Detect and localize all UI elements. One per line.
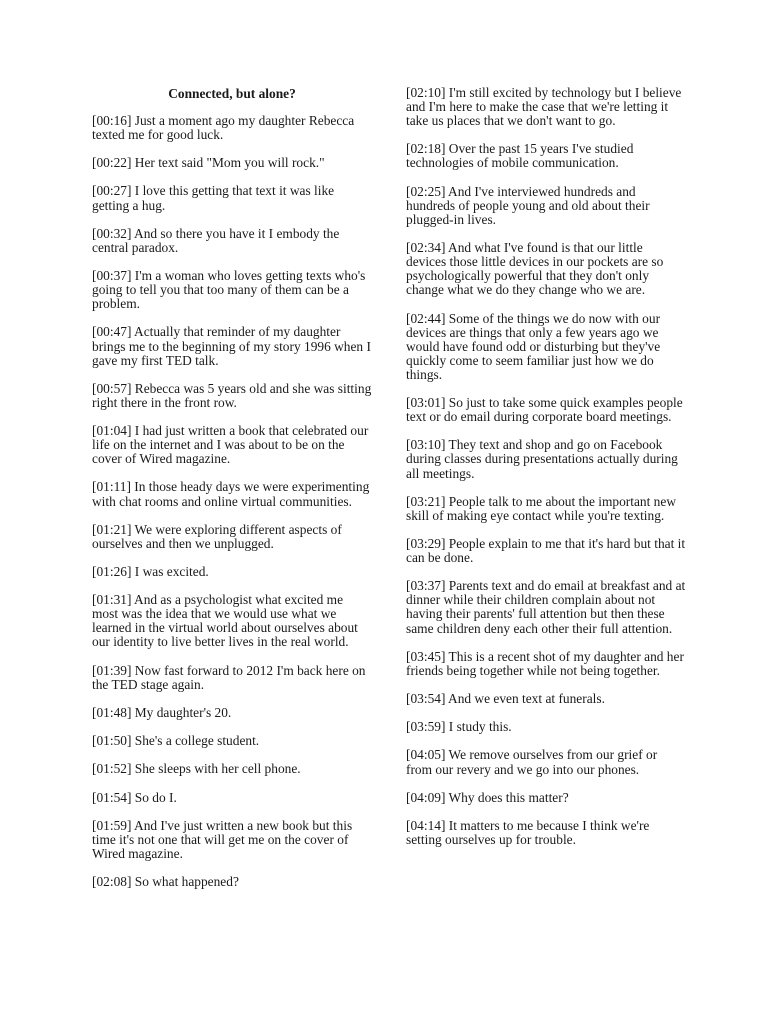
transcript-paragraph: [02:34] And what I've found is that our little devices those little devices in our pockets are so psychologically powerful that they don't only change what we do they change who we are. — [406, 240, 664, 298]
transcript-paragraph: [03:54] And we even text at funerals. — [406, 691, 605, 707]
transcript-paragraph: [00:57] Rebecca was 5 years old and she was sitting right there in the front row. — [92, 380, 372, 410]
transcript-paragraph: [01:04] I had just written a book that celebrated our life on the internet and I was about to be on the cover of Wired magazine. — [92, 423, 369, 467]
transcript-paragraph: [01:39] Now fast forward to 2012 I'm back here on the TED stage again. — [92, 662, 366, 692]
transcript-paragraph: [04:05] We remove ourselves from our grief or from our revery and we go into our phones. — [406, 747, 658, 777]
left-paragraphs — [92, 114, 372, 889]
transcript-paragraph: [00:37] I'm a woman who loves getting texts who's going to tell you that too many of them can be a problem. — [92, 268, 366, 312]
transcript-paragraph: [00:27] I love this getting that text it was like getting a hug. — [92, 183, 335, 213]
transcript-paragraph: [00:47] Actually that reminder of my daughter brings me to the beginning of my story 1996 when I gave my first TED talk. — [92, 324, 371, 368]
transcript-paragraph: [01:48] My daughter's 20. — [92, 704, 232, 720]
left-column — [92, 86, 372, 903]
transcript-paragraph: [03:45] This is a recent shot of my daughter and her friends being together while not being together. — [406, 648, 684, 678]
transcript-paragraph: [02:25] And I've interviewed hundreds and hundreds of people young and old about their plugged-in lives. — [406, 183, 650, 227]
transcript-paragraph: [01:54] So do I. — [92, 789, 177, 805]
transcript-paragraph: [03:59] I study this. — [406, 719, 512, 735]
transcript-paragraph: [00:22] Her text said "Mom you will rock." — [92, 155, 325, 171]
transcript-paragraph: [03:37] Parents text and do email at breakfast and at dinner while their children complain about not having their parents' full attention but then these same children deny each other their full attention. — [406, 578, 686, 636]
transcript-paragraph: [01:59] And I've just written a new book but this time it's not one that will get me on the cover of Wired magazine. — [92, 817, 353, 861]
right-column — [406, 86, 686, 861]
right-paragraphs — [406, 86, 686, 847]
document-title: Connected, but alone? — [168, 86, 296, 101]
transcript-paragraph: [03:29] People explain to me that it's hard but that it can be done. — [406, 536, 686, 566]
transcript-paragraph: [01:52] She sleeps with her cell phone. — [92, 761, 301, 777]
transcript-paragraph: [02:10] I'm still excited by technology but I believe and I'm here to make the case that we're letting it take us places that we don't want to go. — [406, 85, 682, 129]
transcript-paragraph: [00:32] And so there you have it I embody the central paradox. — [92, 225, 340, 255]
transcript-paragraph: [03:01] So just to take some quick examples people text or do email during corporate board meetings. — [406, 395, 683, 425]
transcript-paragraph: [03:10] They text and shop and go on Facebook during classes during presentations actually during all meetings. — [406, 437, 678, 481]
transcript-paragraph: [00:16] Just a moment ago my daughter Rebecca texted me for good luck. — [92, 113, 355, 143]
transcript-paragraph: [01:11] In those heady days we were experimenting with chat rooms and online virtual communities. — [92, 479, 370, 509]
transcript-paragraph: [01:31] And as a psychologist what excited me most was the idea that we would use what we learned in the virtual world about ourselves about our identity to live better lives in the real world. — [92, 592, 358, 650]
transcript-paragraph: [02:44] Some of the things we do now with our devices are things that only a few years ago we would have found odd or disturbing but they've quickly come to seem familiar just how we do things. — [406, 310, 661, 382]
transcript-paragraph: [04:14] It matters to me because I think we're setting ourselves up for trouble. — [406, 817, 650, 847]
transcript-paragraph: [03:21] People talk to me about the important new skill of making eye contact while you're texting. — [406, 493, 676, 523]
transcript-paragraph: [02:08] So what happened? — [92, 874, 239, 890]
transcript-paragraph: [04:09] Why does this matter? — [406, 789, 569, 805]
transcript-paragraph: [01:50] She's a college student. — [92, 733, 260, 749]
transcript-paragraph: [02:18] Over the past 15 years I've studied technologies of mobile communication. — [406, 141, 634, 171]
transcript-paragraph: [01:21] We were exploring different aspects of ourselves and then we unplugged. — [92, 521, 342, 551]
transcript-paragraph: [01:26] I was excited. — [92, 564, 209, 579]
